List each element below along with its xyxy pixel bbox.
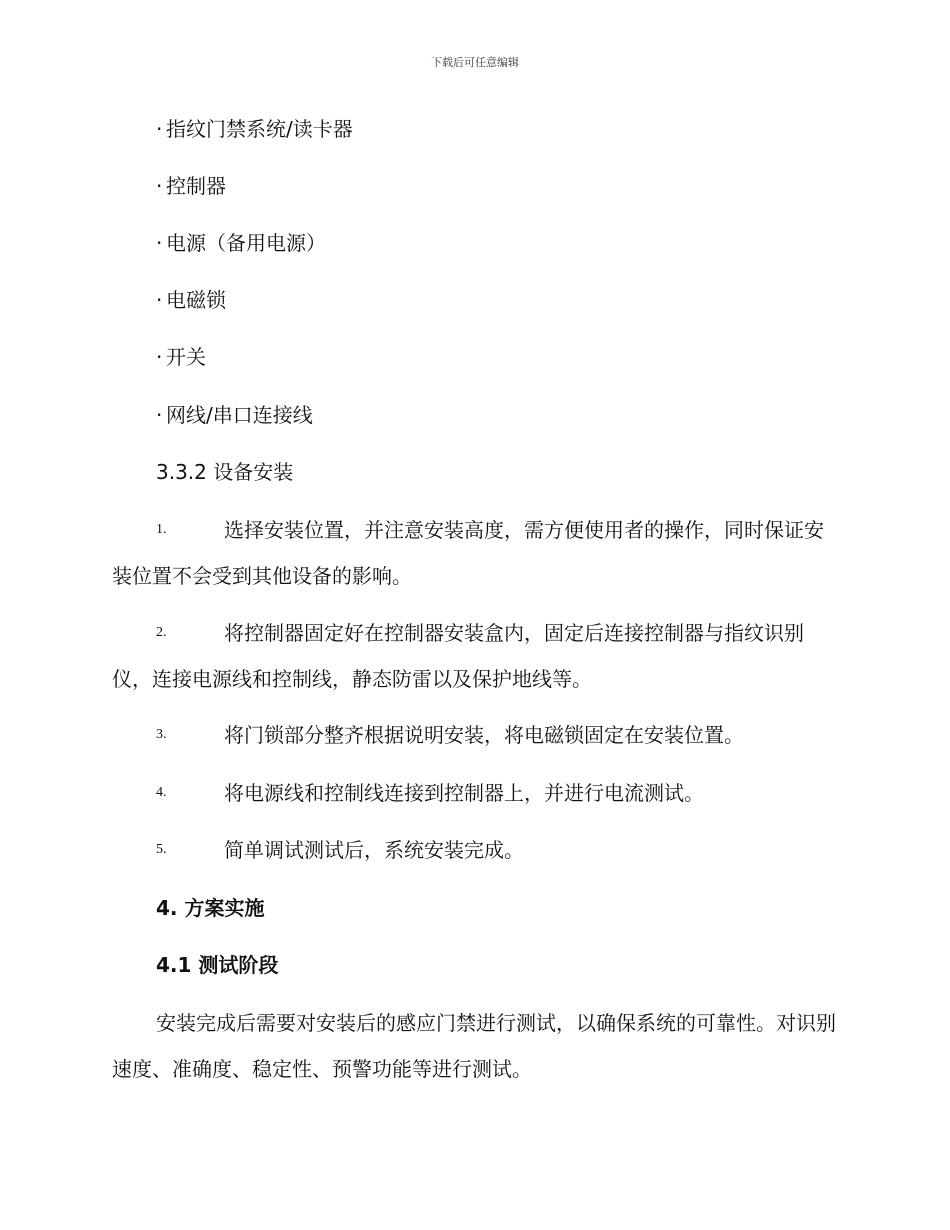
section-heading-4: 4. 方案实施: [156, 896, 265, 920]
step-text: 选择安装位置，并注意安装高度，需方便使用者的操作，同时保证安装位置不会受到其他设备的影响。: [112, 518, 824, 588]
step-text: 将电源线和控制线连接到控制器上，并进行电流测试。: [224, 781, 704, 805]
section-heading-4-1: 4.1 测试阶段: [156, 953, 279, 977]
bullet-dot: ·: [156, 231, 163, 255]
step-number: 1.: [156, 522, 167, 537]
step-number: 2.: [156, 625, 167, 640]
page-header: 下载后可任意编辑: [431, 56, 519, 69]
step-text: 将控制器固定好在控制器安装盒内，固定后连接控制器与指纹识别仪，连接电源线和控制线，静态防雷以及保护地线等。: [112, 621, 804, 691]
equipment-item: [156, 343, 206, 371]
equipment-item: [156, 401, 313, 429]
equipment-item: [156, 115, 353, 143]
step-number: 3.: [156, 727, 167, 742]
test-phase-paragraph: 安装完成后需要对安装后的感应门禁进行测试，以确保系统的可靠性。对识别速度、准确度、稳定性、预警功能等进行测试。: [112, 1011, 836, 1081]
equipment-item-label: 网线/串口连接线: [166, 403, 313, 427]
equipment-item-label: 开关: [166, 345, 206, 369]
equipment-item-label: 电源（备用电源）: [166, 231, 326, 255]
equipment-item-label: 电磁锁: [166, 288, 226, 312]
equipment-item: [156, 172, 226, 200]
bullet-dot: ·: [156, 174, 163, 198]
section-heading-3-3-2: 3.3.2 设备安装: [156, 460, 294, 484]
step-text: 简单调试测试后，系统安装完成。: [224, 838, 524, 862]
equipment-item: [156, 286, 226, 314]
step-text: 将门锁部分整齐根据说明安装，将电磁锁固定在安装位置。: [224, 723, 744, 747]
step-number: 4.: [156, 785, 167, 800]
equipment-item-label: 指纹门禁系统/读卡器: [166, 117, 353, 141]
bullet-dot: ·: [156, 403, 163, 427]
bullet-dot: ·: [156, 117, 163, 141]
equipment-item-label: 控制器: [166, 174, 226, 198]
step-number: 5.: [156, 842, 167, 857]
bullet-dot: ·: [156, 288, 163, 312]
bullet-dot: ·: [156, 345, 163, 369]
equipment-item: [156, 229, 326, 257]
